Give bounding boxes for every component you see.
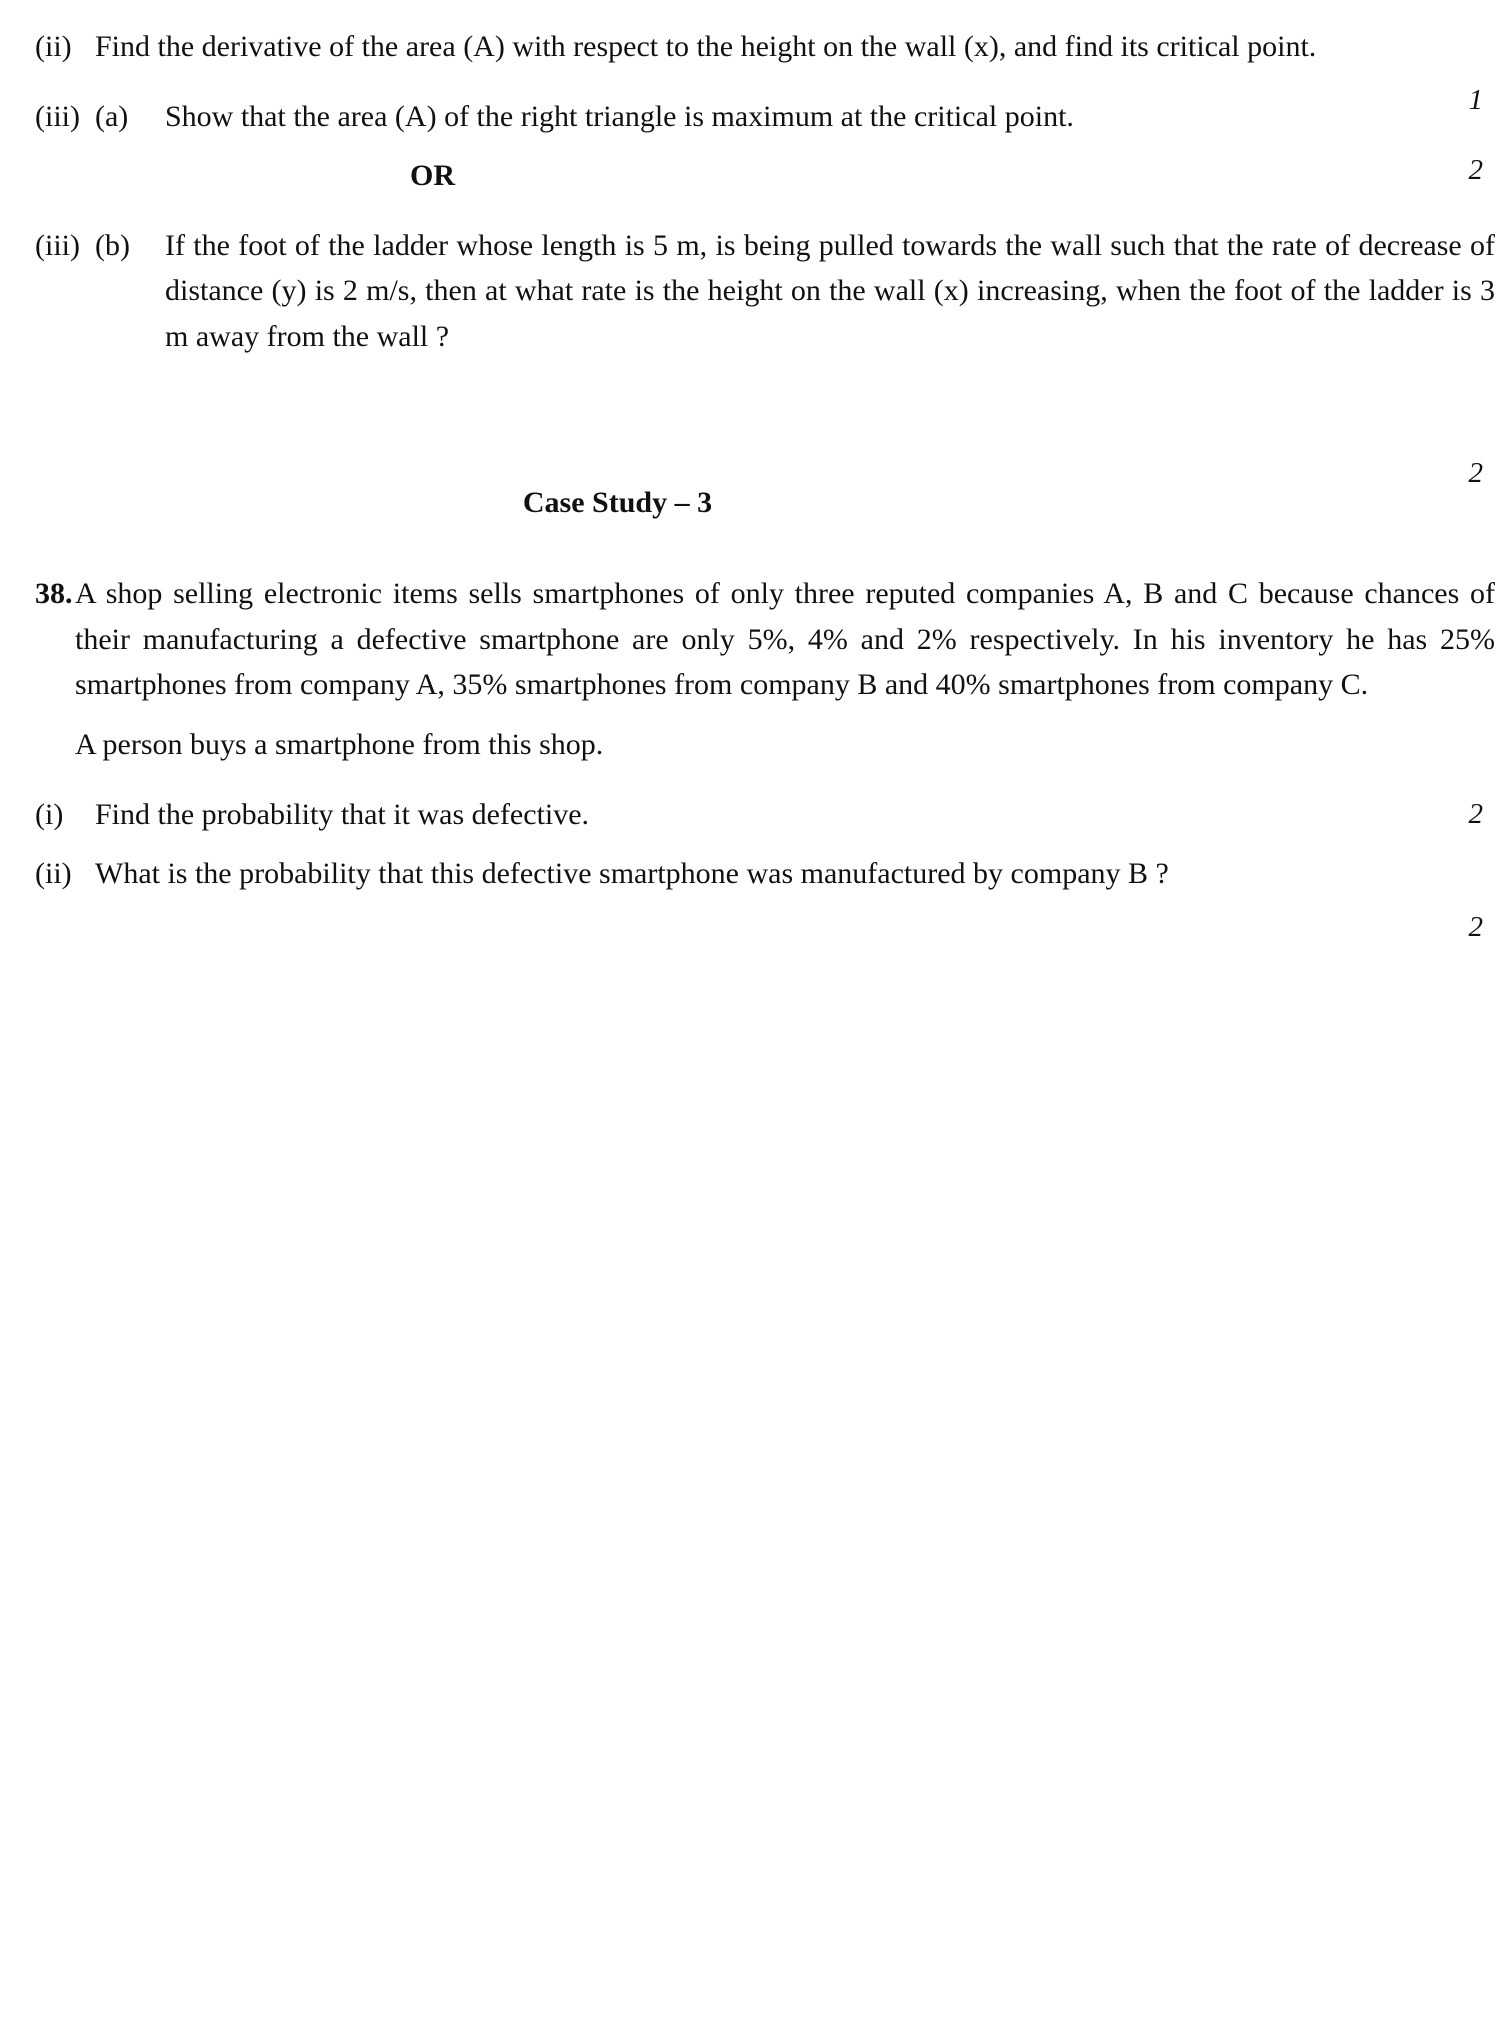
gap-after-ii [0,70,1505,94]
question-number-38: 38. [35,577,73,611]
question-38 [0,571,1505,708]
marks-question-38-ii: 2 [1468,911,1483,944]
question-sublabel-a: (a) [95,99,129,133]
question-label-iii-a: (iii) [35,99,80,133]
question-38-paragraph-2: A person buys a smartphone from this shop. [75,727,604,761]
gap-before-case-study [0,360,1505,480]
question-row [0,223,1505,360]
question-iii-b-ladder [0,223,1505,489]
question-text-ii: Find the derivative of the area (A) with respect to the height on the wall (x), and find its critical point. [95,30,1317,63]
gap-after-case-study-heading [0,525,1505,571]
question-row [0,851,1505,897]
marks-question-38-i: 2 [1468,797,1483,830]
question-row [0,94,1505,140]
gap-between-subquestions [0,837,1505,851]
question-38-i [0,792,1505,838]
or-divider: OR [410,159,455,193]
question-sublabel-b: (b) [95,228,130,262]
question-row [0,792,1505,838]
question-text-iii-a: Show that the area (A) of the right triangle is maximum at the critical point. [165,99,1074,133]
question-label-ii: (ii) [35,30,72,63]
question-text-38-i: Find the probability that it was defective. [95,797,590,831]
case-study-heading: Case Study – 3 [522,485,713,519]
question-label-38-ii: (ii) [35,857,72,891]
question-text-iii-b: If the foot of the ladder whose length is 5 m, is being pulled towards the wall such that the rate of decrease of distance (y) is 2 m/s, then at what rate is the height on the wall (x) increasing, when the foot of the ladder is 3 m away from the wall ? [165,228,1495,353]
question-text-38-ii: What is the probability that this defective smartphone was manufactured by company B ? [95,857,1169,891]
gap-before-subquestions [0,768,1505,792]
marks-question-iii-b: 2 [1468,456,1483,489]
marks-question-ii: 1 [1468,84,1483,116]
gap-after-paragraph-1 [0,708,1505,722]
question-38-paragraph-2-row [0,722,1505,768]
marks-question-iii-a: 2 [1468,153,1483,186]
question-row [0,24,1505,70]
top-margin-spacer [0,0,1505,24]
gap-after-or [0,199,1505,223]
question-38-ii [0,851,1505,944]
gap-before-or [0,139,1505,153]
question-label-iii-b: (iii) [35,228,80,262]
question-38-paragraph-1: A shop selling electronic items sells smartphones of only three reputed companies A, B and C because chances of their manufacturing a defective smartphone are only 5%, 4% and 2% respectively. In his inventory he has 25% smartphones from company A, 35% smartphones from company B and 40% smartphones from company C. [75,577,1495,702]
question-label-38-i: (i) [35,797,64,831]
question-row [0,571,1505,708]
